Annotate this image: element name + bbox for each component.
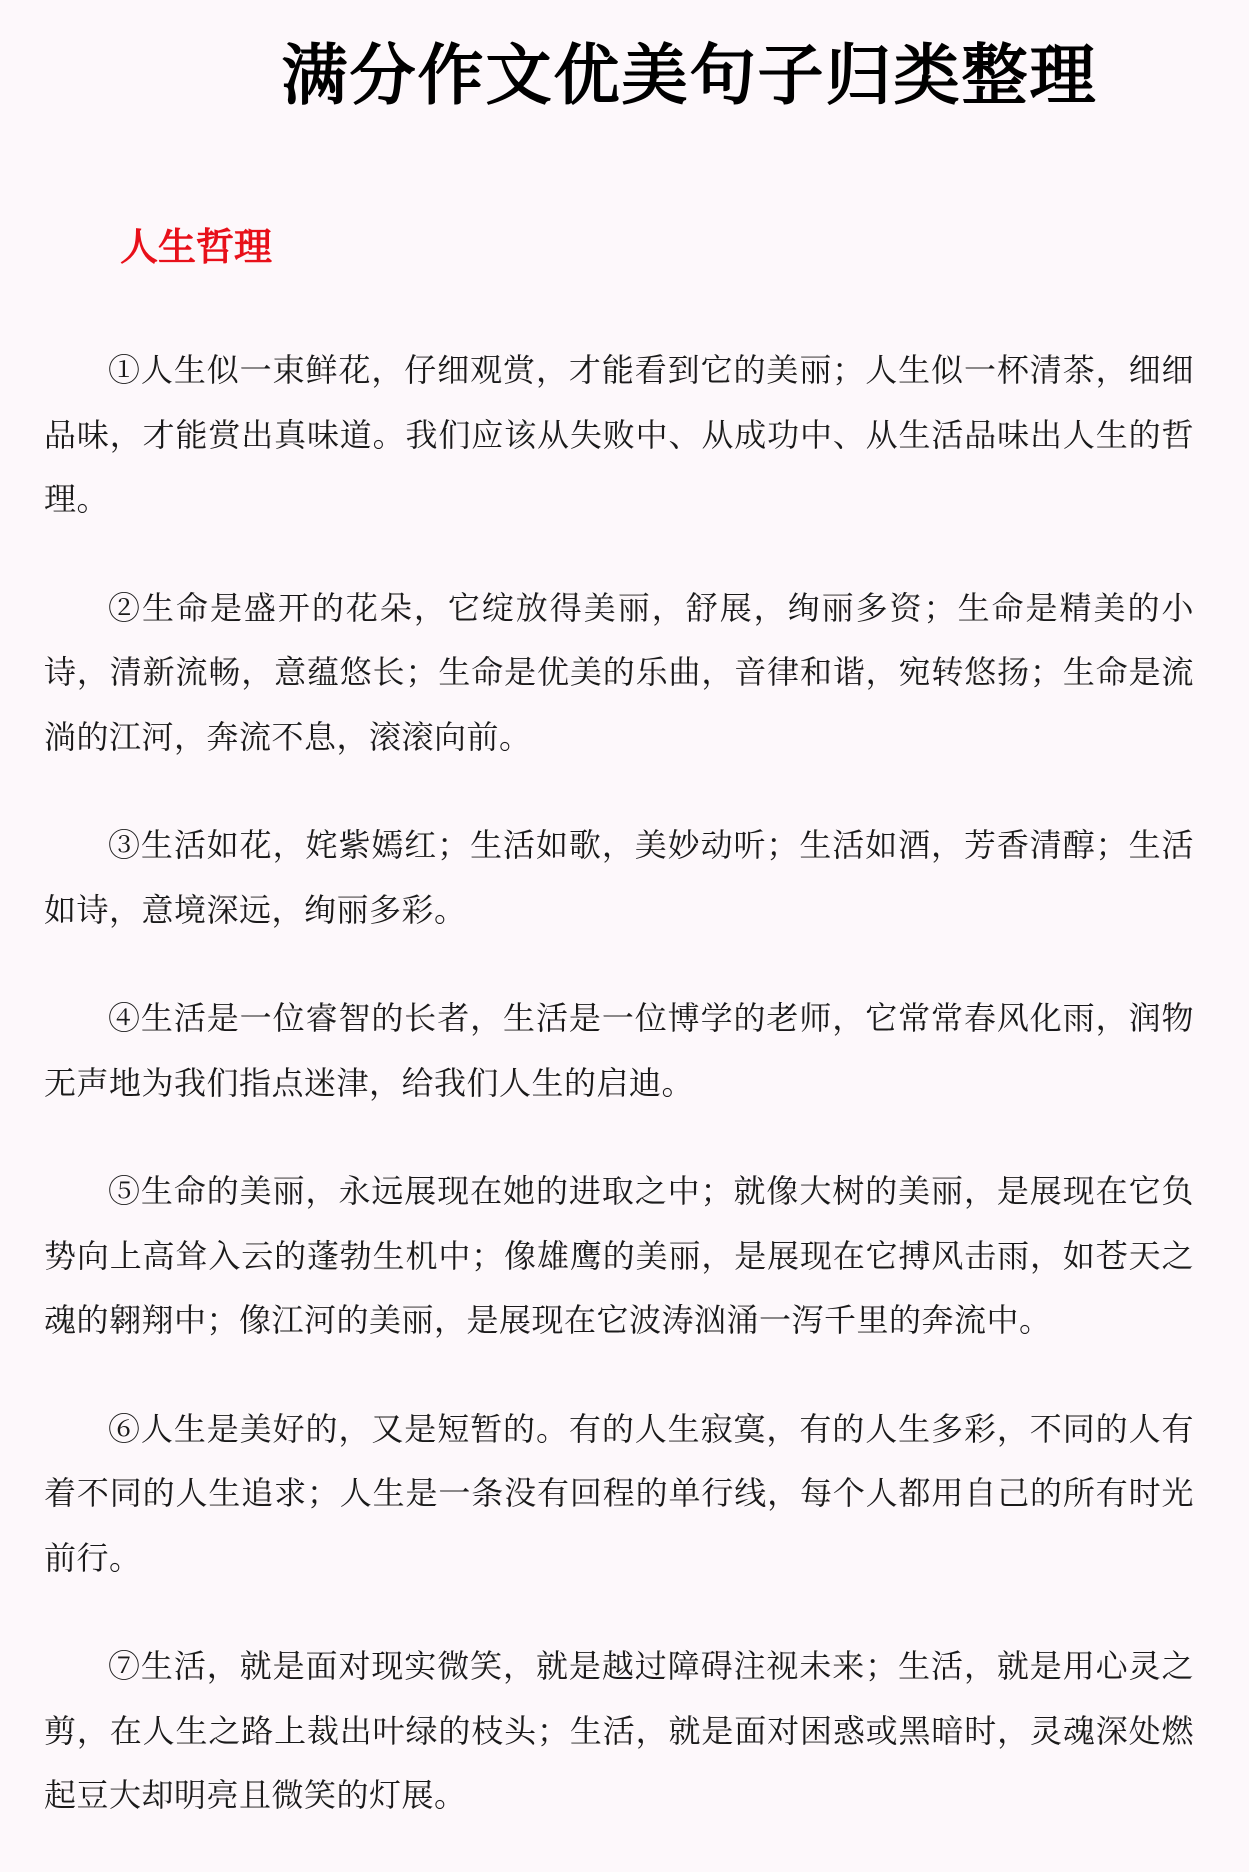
page-title: 满分作文优美句子归类整理 [281,37,1098,114]
paragraph-7: ⑦生活，就是面对现实微笑，就是越过障碍注视未来；生活，就是用心灵之剪，在人生之路上裁出叶绿的枝头；生活，就是面对困惑或黑暗时，灵魂深处燃起豆大却明亮且微笑的灯展。 [44,1647,1194,1814]
paragraph-3: ③生活如花，姹紫嫣红；生活如歌，美妙动听；生活如酒，芳香清醇；生活如诗，意境深远，绚丽多彩。 [44,826,1194,929]
paragraph-1: ①人生似一束鲜花，仔细观赏，才能看到它的美丽；人生似一杯清茶，细细品味，才能赏出真味道。我们应该从失败中、从成功中、从生活品味出人生的哲理。 [44,351,1194,518]
section-title: 人生哲理 [120,225,273,269]
paragraph-list [44,338,1194,1872]
paragraph-6: ⑥人生是美好的，又是短暂的。有的人生寂寞，有的人生多彩，不同的人有着不同的人生追求；人生是一条没有回程的单行线，每个人都用自己的所有时光前行。 [44,1409,1194,1577]
paragraph-2: ②生命是盛开的花朵，它绽放得美丽，舒展，绚丽多资；生命是精美的小诗，清新流畅，意蕴悠长；生命是优美的乐曲，音律和谐，宛转悠扬；生命是流淌的江河，奔流不息，滚滚向前。 [44,588,1194,756]
paragraph-4: ④生活是一位睿智的长者，生活是一位博学的老师，它常常春风化雨，润物无声地为我们指点迷津，给我们人生的启迪。 [44,999,1194,1102]
paragraph-5: ⑤生命的美丽，永远展现在她的进取之中；就像大树的美丽，是展现在它负势向上高耸入云的蓬勃生机中；像雄鹰的美丽，是展现在它搏风击雨，如苍天之魂的翱翔中；像江河的美丽，是展现在它波涛汹涌一泻千里的奔流中。 [44,1172,1194,1339]
